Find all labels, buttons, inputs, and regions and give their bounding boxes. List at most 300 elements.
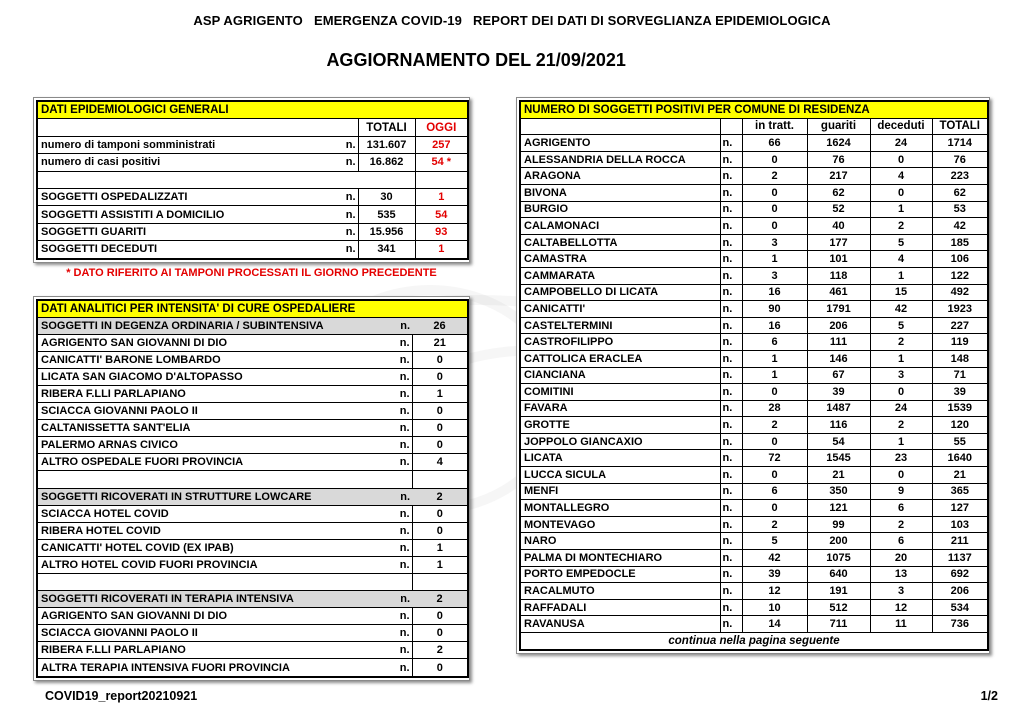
table-row — [520, 433, 988, 450]
in-tratt-value: 1 — [742, 251, 807, 268]
row-label: numero di casi positivi — [37, 154, 336, 171]
totali-value: 365 — [932, 483, 988, 500]
n-cell: n. — [720, 467, 742, 484]
row-label: numero di tamponi somministrati — [37, 136, 336, 153]
table-row — [37, 241, 468, 259]
row-label: ALTRA TERAPIA INTENSIVA FUORI PROVINCIA — [37, 659, 390, 677]
guariti-value: 1624 — [807, 135, 870, 152]
deceduti-column-header: deceduti — [870, 118, 932, 135]
comune-label: CAMMARATA — [520, 267, 720, 284]
totali-value: 692 — [932, 566, 988, 583]
comune-label: CASTROFILIPPO — [520, 334, 720, 351]
comune-label: CALTABELLOTTA — [520, 234, 720, 251]
deceduti-value: 15 — [870, 284, 932, 301]
table-row — [37, 188, 468, 205]
in-tratt-value: 3 — [742, 234, 807, 251]
n-cell: n. — [390, 505, 412, 522]
guariti-value: 54 — [807, 433, 870, 450]
table-row — [37, 154, 468, 171]
section-label: SOGGETTI RICOVERATI IN STRUTTURE LOWCARE — [37, 488, 390, 505]
table-row — [37, 539, 468, 556]
n-cell: n. — [390, 385, 412, 402]
row-label: CANICATTI' BARONE LOMBARDO — [37, 351, 390, 368]
table-row — [520, 500, 988, 517]
row-value: 0 — [412, 351, 468, 368]
oggi-value: 93 — [415, 223, 468, 240]
in-tratt-value: 16 — [742, 317, 807, 334]
table-title-row — [37, 101, 468, 119]
table-row — [520, 201, 988, 218]
totali-value: 55 — [932, 433, 988, 450]
totali-value: 120 — [932, 417, 988, 434]
row-label: AGRIGENTO SAN GIOVANNI DI DIO — [37, 608, 390, 625]
deceduti-value: 0 — [870, 467, 932, 484]
n-cell: n. — [720, 500, 742, 517]
comune-label: CATTOLICA ERACLEA — [520, 350, 720, 367]
totali-value: 1137 — [932, 550, 988, 567]
deceduti-value: 2 — [870, 516, 932, 533]
in-tratt-value: 1 — [742, 367, 807, 384]
row-label: RIBERA F.LLI PARLAPIANO — [37, 642, 390, 659]
table-row — [520, 184, 988, 201]
in-tratt-column-header: in tratt. — [742, 118, 807, 135]
in-tratt-value: 0 — [742, 184, 807, 201]
table-row — [520, 317, 988, 334]
n-cell: n. — [720, 599, 742, 616]
oggi-value: 1 — [415, 241, 468, 259]
table-row — [520, 350, 988, 367]
n-cell: n. — [720, 251, 742, 268]
totali-value: 21 — [932, 467, 988, 484]
oggi-value: 54 * — [415, 154, 468, 171]
deceduti-value: 5 — [870, 317, 932, 334]
row-value: 4 — [412, 454, 468, 471]
continuation-note: continua nella pagina seguente — [520, 633, 988, 650]
in-tratt-value: 0 — [742, 467, 807, 484]
table-row — [520, 400, 988, 417]
guariti-value: 206 — [807, 317, 870, 334]
deceduti-value: 24 — [870, 135, 932, 152]
deceduti-value: 13 — [870, 566, 932, 583]
guariti-value: 1487 — [807, 400, 870, 417]
n-cell: n. — [720, 550, 742, 567]
n-cell: n. — [720, 450, 742, 467]
blank-value-cell — [412, 574, 468, 591]
table-row — [37, 625, 468, 642]
guariti-value: 350 — [807, 483, 870, 500]
row-value: 0 — [412, 420, 468, 437]
row-value: 21 — [412, 334, 468, 351]
row-value: 0 — [412, 368, 468, 385]
section-label: SOGGETTI RICOVERATI IN TERAPIA INTENSIVA — [37, 591, 390, 608]
n-cell: n. — [390, 454, 412, 471]
guariti-value: 146 — [807, 350, 870, 367]
n-cell: n. — [720, 483, 742, 500]
n-cell: n. — [720, 367, 742, 384]
blank-oggi-cell — [415, 171, 468, 188]
n-cell: n. — [720, 267, 742, 284]
table-row — [37, 471, 468, 488]
n-cell: n. — [720, 616, 742, 633]
row-value: 0 — [412, 505, 468, 522]
deceduti-value: 42 — [870, 301, 932, 318]
table-row — [520, 301, 988, 318]
column-header-row — [520, 118, 988, 135]
in-tratt-value: 28 — [742, 400, 807, 417]
deceduti-value: 4 — [870, 251, 932, 268]
comune-label: BIVONA — [520, 184, 720, 201]
totali-value: 127 — [932, 500, 988, 517]
row-label: ALTRO OSPEDALE FUORI PROVINCIA — [37, 454, 390, 471]
n-cell: n. — [390, 317, 412, 334]
empty-header-cell — [520, 118, 720, 135]
n-cell: n. — [390, 403, 412, 420]
in-tratt-value: 0 — [742, 384, 807, 401]
table-row — [520, 284, 988, 301]
guariti-value: 116 — [807, 417, 870, 434]
table-row — [37, 522, 468, 539]
comune-label: RACALMUTO — [520, 583, 720, 600]
row-label: ALTRO HOTEL COVID FUORI PROVINCIA — [37, 556, 390, 573]
n-cell: n. — [390, 437, 412, 454]
totali-value: 1539 — [932, 400, 988, 417]
totali-value: 492 — [932, 284, 988, 301]
deceduti-value: 12 — [870, 599, 932, 616]
row-value: 0 — [412, 608, 468, 625]
oggi-value: 1 — [415, 188, 468, 205]
totali-value: 71 — [932, 367, 988, 384]
in-tratt-value: 72 — [742, 450, 807, 467]
n-cell: n. — [720, 566, 742, 583]
in-tratt-value: 66 — [742, 135, 807, 152]
continuation-row — [520, 633, 988, 650]
totali-value: 62 — [932, 184, 988, 201]
in-tratt-value: 2 — [742, 168, 807, 185]
n-cell: n. — [720, 350, 742, 367]
comune-label: COMITINI — [520, 384, 720, 401]
totali-value: 1923 — [932, 301, 988, 318]
guariti-value: 99 — [807, 516, 870, 533]
deceduti-value: 6 — [870, 500, 932, 517]
table-row — [520, 583, 988, 600]
table-row — [37, 454, 468, 471]
table-row — [520, 483, 988, 500]
comune-label: AGRIGENTO — [520, 135, 720, 152]
in-tratt-value: 0 — [742, 433, 807, 450]
in-tratt-value: 1 — [742, 350, 807, 367]
table-row — [520, 417, 988, 434]
deceduti-value: 20 — [870, 550, 932, 567]
row-label: CALTANISSETTA SANT'ELIA — [37, 420, 390, 437]
n-cell: n. — [720, 433, 742, 450]
guariti-value: 121 — [807, 500, 870, 517]
comune-label: BURGIO — [520, 201, 720, 218]
n-cell: n. — [390, 488, 412, 505]
n-cell: n. — [720, 417, 742, 434]
table-row — [37, 334, 468, 351]
guariti-value: 640 — [807, 566, 870, 583]
totali-value: 131.607 — [358, 136, 415, 153]
table-row — [520, 135, 988, 152]
totali-value: 535 — [358, 206, 415, 223]
care-intensity-table — [33, 296, 470, 681]
comune-label: CAMPOBELLO DI LICATA — [520, 284, 720, 301]
totali-value: 39 — [932, 384, 988, 401]
totali-value: 534 — [932, 599, 988, 616]
comuni-table — [516, 97, 990, 654]
deceduti-value: 11 — [870, 616, 932, 633]
totali-value: 341 — [358, 241, 415, 259]
table-row — [37, 608, 468, 625]
deceduti-value: 1 — [870, 267, 932, 284]
deceduti-value: 4 — [870, 168, 932, 185]
table-row — [520, 251, 988, 268]
comune-label: LUCCA SICULA — [520, 467, 720, 484]
table-row — [37, 488, 468, 505]
n-cell: n. — [336, 136, 358, 153]
totali-value: 1714 — [932, 135, 988, 152]
empty-header-cell — [720, 118, 742, 135]
guariti-value: 101 — [807, 251, 870, 268]
in-tratt-value: 12 — [742, 583, 807, 600]
guariti-value: 177 — [807, 234, 870, 251]
general-table-title: DATI EPIDEMIOLOGICI GENERALI — [37, 101, 468, 119]
comune-label: ARAGONA — [520, 168, 720, 185]
n-cell: n. — [720, 334, 742, 351]
row-label: RIBERA F.LLI PARLAPIANO — [37, 385, 390, 402]
comune-label: PORTO EMPEDOCLE — [520, 566, 720, 583]
guariti-value: 1791 — [807, 301, 870, 318]
deceduti-value: 2 — [870, 417, 932, 434]
row-label: SCIACCA GIOVANNI PAOLO II — [37, 403, 390, 420]
row-label: SOGGETTI ASSISTITI A DOMICILIO — [37, 206, 336, 223]
deceduti-value: 2 — [870, 218, 932, 235]
section-value: 2 — [412, 488, 468, 505]
table-row — [520, 467, 988, 484]
comune-label: MENFI — [520, 483, 720, 500]
deceduti-value: 23 — [870, 450, 932, 467]
deceduti-value: 0 — [870, 151, 932, 168]
document-title: AGGIORNAMENTO DEL 21/09/2021 — [326, 50, 626, 70]
totali-value: 227 — [932, 317, 988, 334]
totali-value: 736 — [932, 616, 988, 633]
guariti-value: 52 — [807, 201, 870, 218]
table-row — [37, 591, 468, 608]
totali-value: 211 — [932, 533, 988, 550]
comune-label: JOPPOLO GIANCAXIO — [520, 433, 720, 450]
row-value: 0 — [412, 403, 468, 420]
blank-cell — [37, 471, 412, 488]
in-tratt-value: 5 — [742, 533, 807, 550]
n-cell: n. — [720, 317, 742, 334]
totali-value: 148 — [932, 350, 988, 367]
n-cell: n. — [336, 241, 358, 259]
page-number: 1/2 — [980, 689, 998, 703]
comune-label: RAVANUSA — [520, 616, 720, 633]
row-label: SOGGETTI OSPEDALIZZATI — [37, 188, 336, 205]
section-value: 2 — [412, 591, 468, 608]
table-row — [520, 267, 988, 284]
table-row — [37, 171, 468, 188]
deceduti-value: 3 — [870, 583, 932, 600]
totali-value: 122 — [932, 267, 988, 284]
totali-column-header: TOTALI — [358, 119, 415, 136]
guariti-value: 21 — [807, 467, 870, 484]
n-cell: n. — [390, 556, 412, 573]
section-label: SOGGETTI IN DEGENZA ORDINARIA / SUBINTENSIVA — [37, 317, 390, 334]
empty-header-cell — [37, 119, 358, 136]
deceduti-value: 1 — [870, 433, 932, 450]
n-cell: n. — [390, 659, 412, 677]
in-tratt-value: 3 — [742, 267, 807, 284]
deceduti-value: 6 — [870, 533, 932, 550]
right-column — [516, 97, 990, 654]
guariti-value: 118 — [807, 267, 870, 284]
table-row — [37, 420, 468, 437]
left-column — [33, 97, 470, 681]
n-cell: n. — [336, 206, 358, 223]
n-cell: n. — [336, 223, 358, 240]
in-tratt-value: 0 — [742, 500, 807, 517]
comune-label: LICATA — [520, 450, 720, 467]
table-row — [37, 206, 468, 223]
totali-value: 1640 — [932, 450, 988, 467]
table-row — [37, 659, 468, 677]
comuni-table-title: NUMERO DI SOGGETTI POSITIVI PER COMUNE DI RESIDENZA — [520, 101, 988, 118]
n-cell: n. — [390, 642, 412, 659]
guariti-value: 217 — [807, 168, 870, 185]
totali-value: 106 — [932, 251, 988, 268]
row-value: 0 — [412, 522, 468, 539]
oggi-value: 257 — [415, 136, 468, 153]
guariti-value: 39 — [807, 384, 870, 401]
n-cell: n. — [720, 284, 742, 301]
in-tratt-value: 6 — [742, 334, 807, 351]
row-value: 0 — [412, 659, 468, 677]
table-row — [520, 550, 988, 567]
table-row — [37, 505, 468, 522]
spacer — [33, 279, 470, 296]
comune-label: CIANCIANA — [520, 367, 720, 384]
row-label: SCIACCA GIOVANNI PAOLO II — [37, 625, 390, 642]
comune-label: CANICATTI' — [520, 301, 720, 318]
deceduti-value: 3 — [870, 367, 932, 384]
table-row — [520, 334, 988, 351]
totali-value: 206 — [932, 583, 988, 600]
n-cell: n. — [720, 533, 742, 550]
n-cell: n. — [390, 351, 412, 368]
care-table-title: DATI ANALITICI PER INTENSITA' DI CURE OSPEDALIERE — [37, 300, 468, 318]
guariti-value: 1545 — [807, 450, 870, 467]
table-title-row — [520, 101, 988, 118]
n-cell: n. — [390, 420, 412, 437]
table-row — [37, 556, 468, 573]
comune-label: PALMA DI MONTECHIARO — [520, 550, 720, 567]
in-tratt-value: 39 — [742, 566, 807, 583]
n-cell: n. — [720, 168, 742, 185]
n-cell: n. — [390, 591, 412, 608]
table-row — [520, 151, 988, 168]
n-cell: n. — [390, 368, 412, 385]
in-tratt-value: 16 — [742, 284, 807, 301]
totali-value: 119 — [932, 334, 988, 351]
in-tratt-value: 0 — [742, 201, 807, 218]
comune-label: ALESSANDRIA DELLA ROCCA — [520, 151, 720, 168]
comune-label: CASTELTERMINI — [520, 317, 720, 334]
deceduti-value: 2 — [870, 334, 932, 351]
deceduti-value: 5 — [870, 234, 932, 251]
row-value: 1 — [412, 385, 468, 402]
report-filename: COVID19_report20210921 — [45, 689, 198, 703]
oggi-column-header: OGGI — [415, 119, 468, 136]
table-row — [37, 368, 468, 385]
table-row — [520, 218, 988, 235]
in-tratt-value: 14 — [742, 616, 807, 633]
row-value: 0 — [412, 625, 468, 642]
in-tratt-value: 42 — [742, 550, 807, 567]
deceduti-value: 9 — [870, 483, 932, 500]
totali-value: 15.956 — [358, 223, 415, 240]
table-row — [520, 384, 988, 401]
table-row — [37, 403, 468, 420]
row-label: SOGGETTI DECEDUTI — [37, 241, 336, 259]
n-cell: n. — [336, 154, 358, 171]
n-cell: n. — [720, 583, 742, 600]
table-row — [520, 234, 988, 251]
in-tratt-value: 0 — [742, 218, 807, 235]
n-cell: n. — [720, 184, 742, 201]
totali-column-header: TOTALI — [932, 118, 988, 135]
section-value: 26 — [412, 317, 468, 334]
n-cell: n. — [390, 608, 412, 625]
in-tratt-value: 2 — [742, 417, 807, 434]
guariti-column-header: guariti — [807, 118, 870, 135]
table-title-row — [37, 300, 468, 318]
table-row — [37, 437, 468, 454]
column-header-row — [37, 119, 468, 136]
table-row — [37, 136, 468, 153]
deceduti-value: 24 — [870, 400, 932, 417]
n-cell: n. — [390, 334, 412, 351]
blank-cell — [37, 171, 415, 188]
n-cell: n. — [390, 539, 412, 556]
row-value: 1 — [412, 556, 468, 573]
guariti-value: 40 — [807, 218, 870, 235]
comune-label: MONTALLEGRO — [520, 500, 720, 517]
guariti-value: 200 — [807, 533, 870, 550]
row-label: SCIACCA HOTEL COVID — [37, 505, 390, 522]
blank-value-cell — [412, 471, 468, 488]
table-row — [520, 450, 988, 467]
table-row — [37, 385, 468, 402]
deceduti-value: 1 — [870, 201, 932, 218]
oggi-value: 54 — [415, 206, 468, 223]
comune-label: GROTTE — [520, 417, 720, 434]
guariti-value: 711 — [807, 616, 870, 633]
n-cell: n. — [720, 135, 742, 152]
row-label: LICATA SAN GIACOMO D'ALTOPASSO — [37, 368, 390, 385]
guariti-value: 461 — [807, 284, 870, 301]
tamponi-footnote: * DATO RIFERITO AI TAMPONI PROCESSATI IL GIORNO PRECEDENTE — [66, 266, 437, 279]
n-cell: n. — [720, 384, 742, 401]
n-cell: n. — [390, 522, 412, 539]
n-cell: n. — [720, 234, 742, 251]
row-value: 2 — [412, 642, 468, 659]
totali-value: 185 — [932, 234, 988, 251]
row-label: PALERMO ARNAS CIVICO — [37, 437, 390, 454]
guariti-value: 67 — [807, 367, 870, 384]
in-tratt-value: 0 — [742, 151, 807, 168]
